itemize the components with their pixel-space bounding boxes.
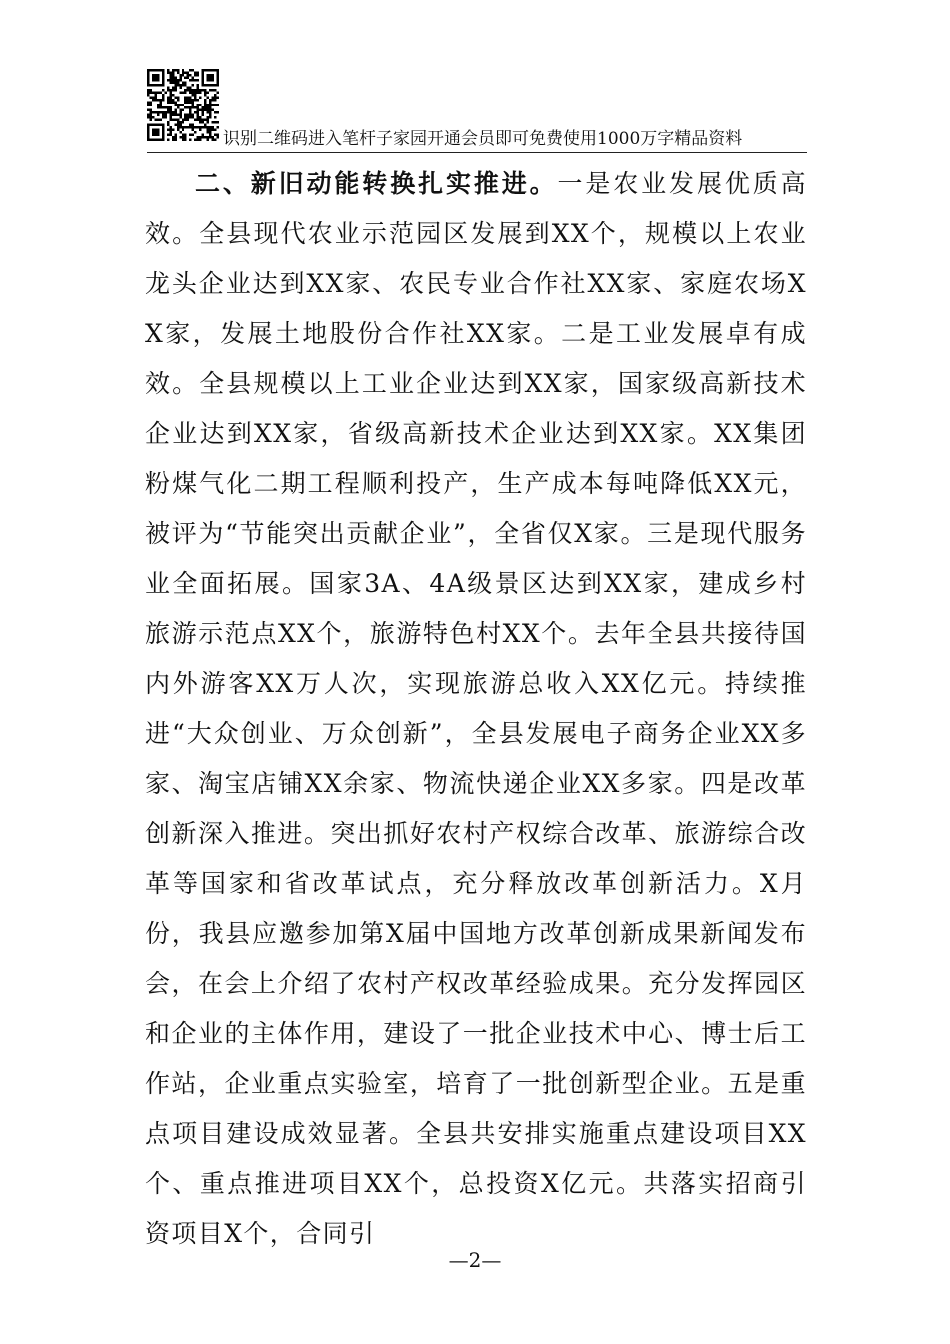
page-number: —2— [448, 1248, 502, 1272]
header-divider [147, 152, 807, 153]
section-body-text: 一是农业发展优质高效。全县现代农业示范园区发展到XX个，规模以上农业龙头企业达到XX家、农民专业合作社XX家、家庭农场XX家，发展土地股份合作社XX家。二是工业发展卓有成效。全县规模以上工业企业达到XX家，国家级高新技术企业达到XX家，省级高新技术企业达到XX家。XX集团粉煤气化二期工程顺利投产，生产成本每吨降低XX元，被评为“节能突出贡献企业”，全省仅X家。三是现代服务业全面拓展。国家3A、4A级景区达到XX家，建成乡村旅游示范点XX个，旅游特色村XX个。去年全县共接待国内外游客XX万人次，实现旅游总收入XX亿元。持续推进“大众创业、万众创新”，全县发展电子商务企业XX多家、淘宝店铺XX余家、物流快递企业XX多家。四是改革创新深入推进。突出抓好农村产权综合改革、旅游综合改革等国家和省改革试点，充分释放改革创新活力。X月份，我县应邀参加第X届中国地方改革创新成果新闻发布会，在会上介绍了农村产权改革经验成果。充分发挥园区和企业的主体作用，建设了一批企业技术中心、博士后工作站，企业重点实验室，培育了一批创新型企业。五是重点项目建设成效显著。全县共安排实施重点建设项目XX个、重点推进项目XX个，总投资X亿元。共落实招商引资项目X个，合同引 [145, 169, 807, 1248]
qr-code-icon [147, 69, 219, 141]
header-note: 识别二维码进入笔杆子家园开通会员即可免费使用1000万字精品资料 [223, 129, 743, 149]
section-heading: 二、新旧动能转换扎实推进。 [195, 169, 558, 198]
section-paragraph [145, 159, 807, 1259]
